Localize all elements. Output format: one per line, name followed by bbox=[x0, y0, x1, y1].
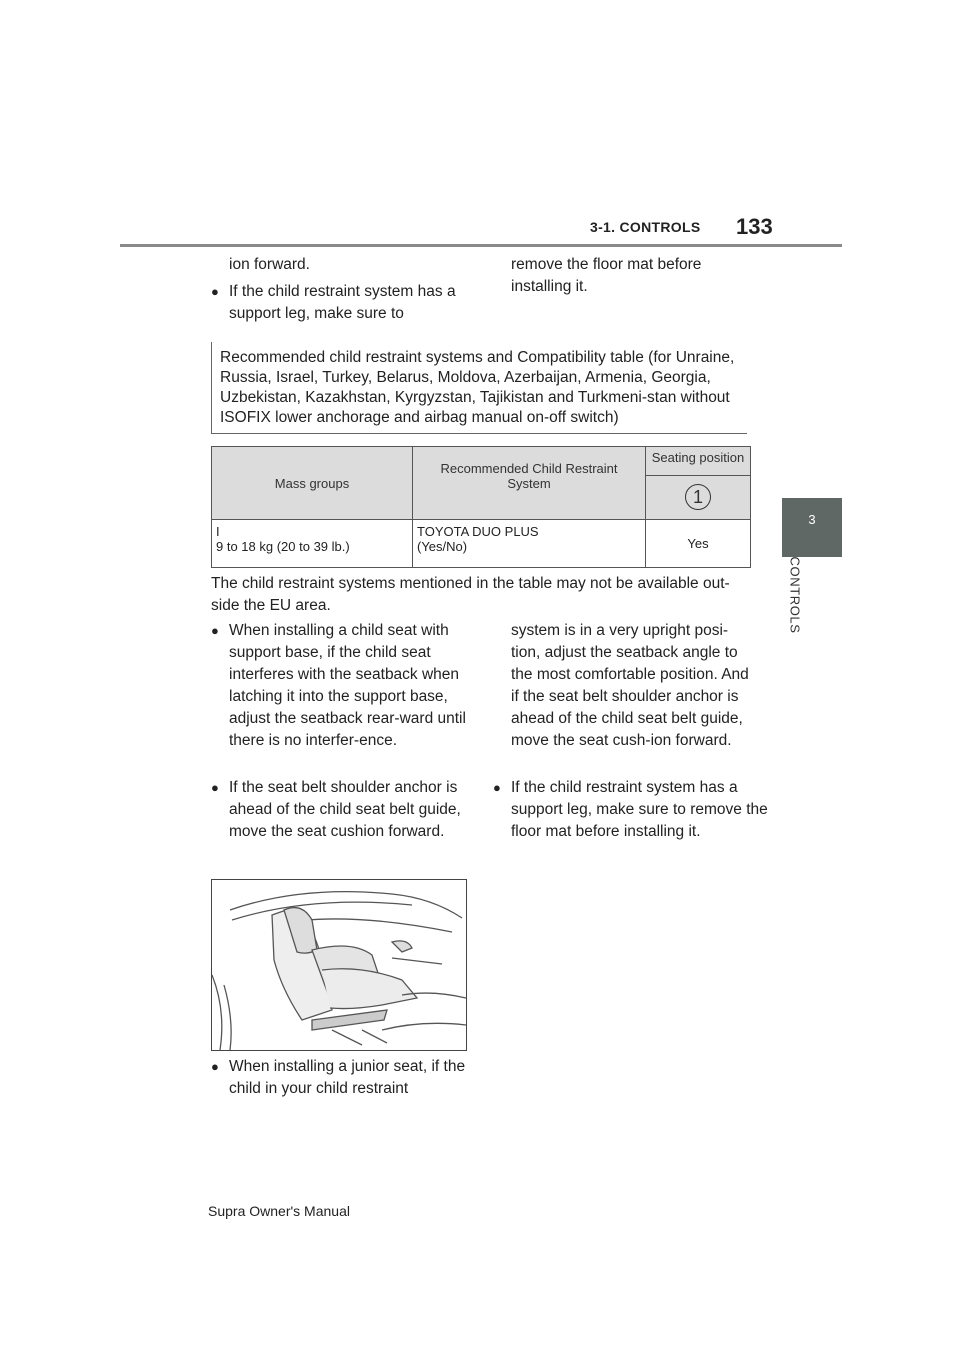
header-rule bbox=[120, 244, 842, 247]
bullet-support-leg bbox=[493, 777, 769, 843]
row-system-name: TOYOTA DUO PLUS bbox=[417, 524, 539, 539]
child-seat-illustration bbox=[211, 879, 467, 1051]
seat-number-circle: 1 bbox=[685, 484, 711, 510]
bullet-junior-seat bbox=[211, 1056, 483, 1100]
row-system-note: (Yes/No) bbox=[417, 539, 468, 554]
manual-footer: Supra Owner's Manual bbox=[208, 1203, 350, 1219]
row-mass-range: 9 to 18 kg (20 to 39 lb.) bbox=[216, 539, 350, 554]
bullet-text: When installing a child seat with support base, if the child seat interferes with the seatback when latching it into the support base, adjust the seatback rear-ward until there is no interfer-ence. bbox=[229, 622, 466, 749]
row-recommended-system bbox=[413, 520, 646, 568]
chapter-number: 3 bbox=[808, 512, 816, 527]
header-seating-position: Seating position bbox=[646, 447, 751, 476]
chapter-tab-label bbox=[770, 556, 810, 674]
bullet-support-leg-top bbox=[211, 281, 479, 325]
continuation-text-left: ion forward. bbox=[229, 256, 310, 273]
header-recommended-system: Recommended Child Restraint System bbox=[413, 447, 646, 520]
chapter-tab[interactable] bbox=[782, 498, 842, 557]
availability-note: The child restraint systems mentioned in the table may not be available out-side the EU area. bbox=[211, 575, 730, 614]
continuation-upright-position: system is in a very upright posi-tion, adjust the seatback angle to the most comfortable position. And if the seat belt shoulder anchor is ahead of the child seat belt guide, move the seat cush-ion forward. bbox=[511, 622, 749, 749]
bullet-text: If the seat belt shoulder anchor is ahead of the child seat belt guide, move the seat cushion forward. bbox=[229, 779, 461, 840]
bullet-text: If the child restraint system has a support leg, make sure to bbox=[229, 283, 456, 322]
bullet-support-base bbox=[211, 620, 483, 752]
compatibility-note-box bbox=[211, 342, 747, 434]
compatibility-table bbox=[211, 446, 751, 568]
row-mass-group bbox=[212, 520, 413, 568]
page-number: 133 bbox=[736, 214, 773, 239]
note-box-text: Recommended child restraint systems and Compatibility table (for Unraine, Russia, Israel, Turkey, Belarus, Moldova, Azerbaijan, Armenia, Georgia, Uzbekistan, Kazakhstan, Kyrgyzstan, Tajikistan and Turkmeni-stan without ISOFIX lower anchorage and airbag manual on-off switch) bbox=[220, 349, 735, 426]
row-group-label: I bbox=[216, 524, 220, 539]
bullet-text: When installing a junior seat, if the child in your child restraint bbox=[229, 1058, 466, 1097]
seat-number-cell bbox=[646, 475, 751, 519]
section-title: 3-1. CONTROLS bbox=[590, 219, 701, 235]
header-mass-groups: Mass groups bbox=[212, 447, 413, 520]
chapter-label-text: CONTROLS bbox=[787, 556, 803, 634]
bullet-shoulder-anchor bbox=[211, 777, 483, 843]
row-seat-value: Yes bbox=[646, 520, 751, 568]
continuation-text-right: remove the floor mat before installing it. bbox=[511, 256, 702, 295]
bullet-text: If the child restraint system has a support leg, make sure to remove the floor mat before installing it. bbox=[511, 779, 768, 840]
car-seat-drawing bbox=[212, 880, 466, 1050]
